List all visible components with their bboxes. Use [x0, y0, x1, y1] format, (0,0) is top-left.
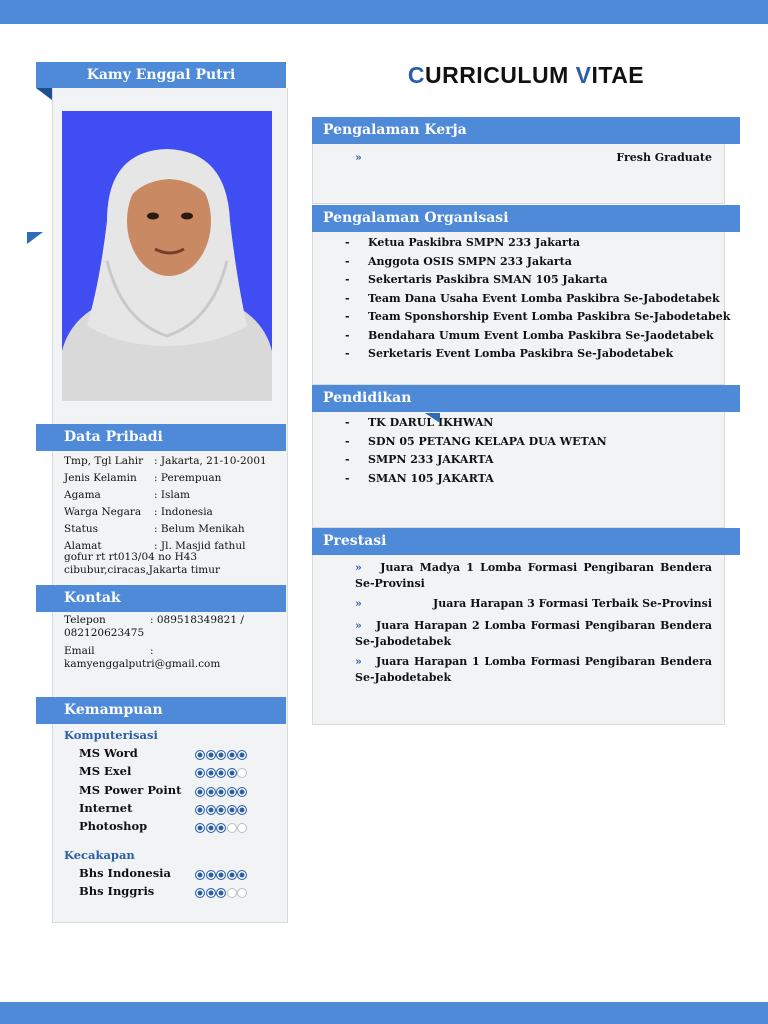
- skill-name: Photoshop: [79, 819, 148, 834]
- rating-filled-icon: [216, 888, 226, 898]
- kemampuan-heading: Kemampuan: [36, 697, 286, 724]
- list-item-text: SDN 05 PETANG KELAPA DUA WETAN: [368, 434, 607, 448]
- name-header: Kamy Enggal Putri: [36, 62, 286, 88]
- prestasi-item: [355, 654, 712, 686]
- list-item: [345, 472, 720, 491]
- pendidikan-list: [345, 416, 720, 490]
- rating-filled-icon: [227, 787, 237, 797]
- rating-filled-icon: [206, 888, 216, 898]
- skill-name: Bhs Inggris: [79, 884, 155, 899]
- bullet-dash: -: [345, 416, 350, 429]
- prestasi-text: Juara Madya 1 Lomba Formasi Pengibaran Bendera Se-Provinsi: [355, 561, 712, 590]
- skill-rating: [195, 748, 248, 762]
- telepon-row: Telepon : 089518349821 /: [64, 614, 244, 626]
- rating-filled-icon: [206, 768, 216, 778]
- komputerisasi-label: Komputerisasi: [64, 728, 158, 742]
- kontak-list: [64, 614, 276, 671]
- rating-filled-icon: [216, 805, 226, 815]
- rating-filled-icon: [216, 787, 226, 797]
- list-item: [345, 329, 720, 348]
- list-item: [345, 273, 720, 292]
- rating-filled-icon: [206, 870, 216, 880]
- data-pribadi-heading: Data Pribadi: [36, 424, 286, 451]
- telepon-continued: 082120623475: [64, 627, 145, 639]
- page-title: CURRICULUM VITAE: [407, 62, 645, 88]
- bullet-dash: -: [345, 254, 350, 268]
- pribadi-row: Jenis Kelamin : Perempuan: [64, 472, 222, 484]
- organisasi-list: [345, 236, 731, 366]
- bullet-dash: -: [345, 328, 350, 342]
- prestasi-text: Juara Harapan 2 Lomba Formasi Pengibaran Bendera Se-Jabodetabek: [355, 619, 712, 648]
- rating-filled-icon: [195, 888, 205, 898]
- rating-filled-icon: [206, 787, 216, 797]
- skill-row: [79, 819, 259, 837]
- list-item-text: SMAN 105 JAKARTA: [368, 471, 494, 485]
- bullet-dash: -: [345, 310, 350, 323]
- skill-rating: [195, 821, 248, 835]
- rating-filled-icon: [195, 750, 205, 760]
- rating-empty-icon: [237, 823, 247, 833]
- chevron-icon: »: [355, 619, 362, 632]
- prestasi-text: Juara Harapan 3 Formasi Terbaik Se-Provinsi: [433, 597, 712, 610]
- skill-name: Bhs Indonesia: [79, 866, 171, 880]
- rating-filled-icon: [237, 787, 247, 797]
- alamat-continued: gofur rt rt013/04 no H43 cibubur,ciracas,Jakarta timur: [64, 551, 221, 576]
- data-pribadi-list: [64, 453, 276, 577]
- rating-filled-icon: [206, 750, 216, 760]
- side-marker-decoration: [27, 232, 43, 244]
- skill-row: [79, 884, 259, 902]
- profile-photo: [62, 111, 272, 401]
- kontak-heading: Kontak: [36, 585, 286, 612]
- rating-empty-icon: [227, 823, 237, 833]
- skill-name: Internet: [79, 800, 133, 815]
- pribadi-row: Warga Negara : Indonesia: [64, 506, 213, 518]
- rating-filled-icon: [227, 805, 237, 815]
- list-item-text: Team Sponshorship Event Lomba Paskibra Se-Jabodetabek: [368, 310, 731, 323]
- list-item-text: SMPN 233 JAKARTA: [368, 453, 494, 466]
- rating-filled-icon: [195, 768, 205, 778]
- rating-empty-icon: [237, 888, 247, 898]
- list-item-text: Team Dana Usaha Event Lomba Paskibra Se-Jabodetabek: [368, 291, 720, 305]
- bottom-band: [0, 1002, 768, 1024]
- skill-name: MS Exel: [79, 764, 132, 779]
- bullet-dash: -: [345, 291, 350, 305]
- skill-name: MS Power Point: [79, 782, 182, 797]
- rating-filled-icon: [216, 823, 226, 833]
- prestasi-text: Juara Harapan 1 Lomba Formasi Pengibaran Bendera Se-Jabodetabek: [355, 655, 712, 684]
- pendidikan-heading: Pendidikan: [312, 385, 740, 412]
- list-item-text: Ketua Paskibra SMPN 233 Jakarta: [368, 236, 581, 249]
- rating-filled-icon: [237, 805, 247, 815]
- list-item-text: Sekertaris Paskibra SMAN 105 Jakarta: [368, 273, 608, 286]
- bullet-dash: -: [345, 471, 350, 485]
- rating-empty-icon: [237, 768, 247, 778]
- pengalaman-organisasi-heading: Pengalaman Organisasi: [312, 205, 740, 232]
- pengalaman-kerja-heading: Pengalaman Kerja: [312, 117, 740, 144]
- kecakapan-label: Kecakapan: [64, 848, 135, 862]
- prestasi-item: [355, 618, 712, 650]
- rating-filled-icon: [237, 870, 247, 880]
- prestasi-item: [355, 596, 712, 612]
- rating-filled-icon: [195, 870, 205, 880]
- list-item-text: Serketaris Event Lomba Paskibra Se-Jabodetabek: [368, 347, 674, 360]
- bullet-dash: -: [345, 273, 350, 286]
- pribadi-row: Tmp, Tgl Lahir : Jakarta, 21-10-2001: [64, 455, 267, 467]
- list-item-text: Anggota OSIS SMPN 233 Jakarta: [368, 254, 572, 268]
- email-row: Email :: [64, 645, 154, 657]
- rating-filled-icon: [227, 870, 237, 880]
- skill-row: [79, 866, 259, 884]
- skill-rating: [195, 785, 248, 799]
- chevron-icon: »: [355, 597, 362, 610]
- list-item: [345, 236, 720, 255]
- list-item: [345, 292, 720, 311]
- bullet-dash: -: [345, 453, 350, 466]
- portrait-photo-icon: [62, 111, 272, 401]
- list-item: [345, 347, 720, 366]
- list-item: [345, 310, 731, 329]
- list-item: [345, 255, 720, 274]
- rating-filled-icon: [195, 823, 205, 833]
- rating-empty-icon: [227, 888, 237, 898]
- email-value[interactable]: kamyenggalputri@gmail.com: [64, 658, 221, 670]
- pribadi-row: Agama : Islam: [64, 489, 190, 501]
- skill-name: MS Word: [79, 746, 138, 760]
- bullet-dash: -: [345, 347, 350, 360]
- chevron-icon: »: [355, 561, 362, 574]
- kerja-item: » Fresh Graduate: [355, 151, 712, 164]
- chevron-icon: »: [355, 151, 362, 164]
- prestasi-item: [355, 560, 712, 592]
- pribadi-row: Status : Belum Menikah: [64, 523, 245, 535]
- skill-row: [79, 746, 259, 764]
- skill-row: [79, 783, 259, 801]
- list-item-text: Bendahara Umum Event Lomba Paskibra Se-Jaodetabek: [368, 328, 714, 342]
- rating-filled-icon: [227, 768, 237, 778]
- pendidikan-marker-decoration: [425, 413, 440, 423]
- skill-rating: [195, 766, 248, 780]
- rating-filled-icon: [195, 805, 205, 815]
- rating-filled-icon: [216, 750, 226, 760]
- rating-filled-icon: [237, 750, 247, 760]
- prestasi-heading: Prestasi: [312, 528, 740, 555]
- rating-filled-icon: [206, 823, 216, 833]
- chevron-icon: »: [355, 655, 362, 668]
- rating-filled-icon: [227, 750, 237, 760]
- skill-rating: [195, 886, 248, 900]
- rating-filled-icon: [195, 787, 205, 797]
- name-tab-decoration: [36, 88, 52, 100]
- list-item: [345, 453, 720, 472]
- alamat-row: Alamat : Jl. Masjid fathul: [64, 540, 246, 552]
- bullet-dash: -: [345, 236, 350, 249]
- list-item-text: TK DARUL IKHWAN: [368, 416, 494, 429]
- rating-filled-icon: [216, 768, 226, 778]
- list-item: [345, 416, 720, 435]
- bullet-dash: -: [345, 434, 350, 448]
- rating-filled-icon: [206, 805, 216, 815]
- skill-rating: [195, 868, 248, 882]
- list-item: [345, 435, 720, 454]
- skill-row: [79, 764, 259, 782]
- top-band: [0, 0, 768, 24]
- skill-row: [79, 801, 259, 819]
- rating-filled-icon: [216, 870, 226, 880]
- skill-rating: [195, 803, 248, 817]
